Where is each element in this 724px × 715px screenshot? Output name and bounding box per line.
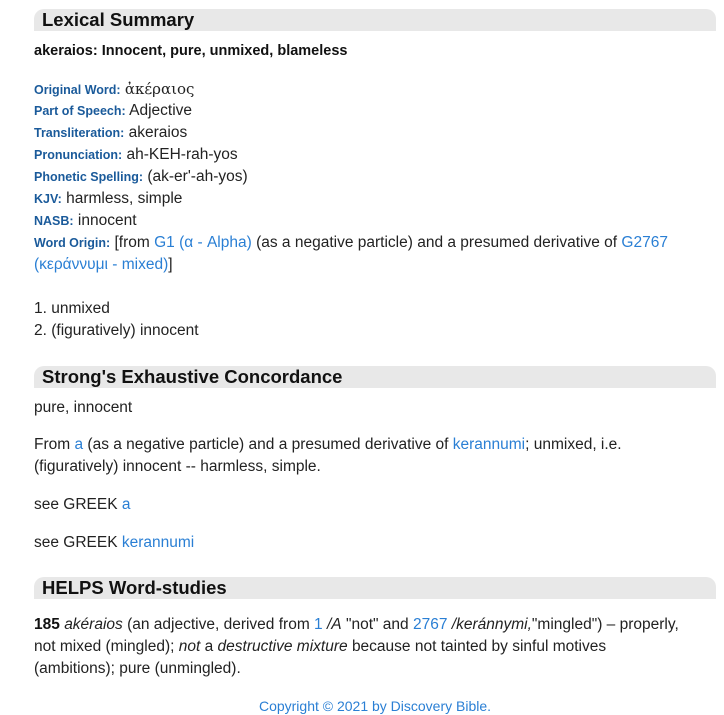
word-origin-text: [from xyxy=(114,234,150,251)
link-a[interactable]: a xyxy=(74,436,84,453)
link-kerannymi-mixed[interactable]: (κεράννυμι - mixed) xyxy=(34,256,169,273)
part-of-speech-value: Adjective xyxy=(129,102,193,119)
nasb-label: NASB: xyxy=(34,214,74,228)
copyright-link[interactable]: Copyright © 2021 by Discovery Bible. xyxy=(258,698,492,714)
definition-2: 2. (figuratively) innocent xyxy=(34,322,199,339)
helps-text: "not" and xyxy=(345,616,409,633)
helps-text: /keránnymi, xyxy=(451,616,532,633)
lexical-subtitle: akeraios: Innocent, pure, unmixed, blameless xyxy=(34,43,348,59)
strongs-text: From xyxy=(34,436,71,453)
definition-1: 1. unmixed xyxy=(34,300,110,317)
helps-text: "mingled") – properly, xyxy=(531,616,679,633)
kjv-value: harmless, simple xyxy=(66,190,183,207)
helps-word-studies-heading: HELPS Word-studies xyxy=(34,577,716,599)
word-origin-text: ] xyxy=(168,256,173,273)
phonetic-spelling-label: Phonetic Spelling: xyxy=(34,170,144,184)
helps-word: akéraios xyxy=(64,616,123,633)
pronunciation-value: ah-KEH-rah-yos xyxy=(126,146,238,163)
link-see-greek-kerannumi[interactable]: kerannumi xyxy=(121,534,195,551)
pronunciation-row xyxy=(34,144,238,166)
transliteration-label: Transliteration: xyxy=(34,126,125,140)
link-g1-alpha[interactable]: G1 (α - Alpha) xyxy=(154,234,252,251)
original-word-value: ἀκέραιος xyxy=(124,80,195,98)
helps-line3: (ambitions); pure (unmingled). xyxy=(34,660,241,677)
original-word-label: Original Word: xyxy=(34,83,121,97)
nasb-row xyxy=(34,210,137,232)
lexical-summary-heading: Lexical Summary xyxy=(34,9,716,31)
word-origin-row xyxy=(34,232,668,254)
word-origin-row-cont xyxy=(34,254,173,276)
see-greek-text: see GREEK xyxy=(34,534,118,551)
helps-text: a xyxy=(204,638,214,655)
link-see-greek-a[interactable]: a xyxy=(121,496,131,513)
phonetic-spelling-value: (ak-er'-ah-yos) xyxy=(147,168,248,185)
pronunciation-label: Pronunciation: xyxy=(34,148,123,162)
transliteration-value: akeraios xyxy=(128,124,188,141)
kjv-row xyxy=(34,188,182,210)
word-origin-text: (as a negative particle) and a presumed derivative of xyxy=(256,234,618,251)
link-kerannumi[interactable]: kerannumi xyxy=(452,436,526,453)
part-of-speech-label: Part of Speech: xyxy=(34,104,126,118)
phonetic-spelling-row xyxy=(34,166,248,188)
nasb-value: innocent xyxy=(77,212,137,229)
strongs-definition: pure, innocent xyxy=(34,399,133,416)
helps-strongs-number: 185 xyxy=(34,616,60,633)
helps-text: /A xyxy=(326,616,342,633)
link-1[interactable]: 1 xyxy=(314,616,323,633)
see-greek-kerannumi xyxy=(34,532,194,554)
link-2767[interactable]: 2767 xyxy=(413,616,448,633)
link-g2767[interactable]: G2767 xyxy=(621,234,668,251)
see-greek-text: see GREEK xyxy=(34,496,118,513)
kjv-label: KJV: xyxy=(34,192,62,206)
helps-text: destructive mixture xyxy=(217,638,348,655)
helps-line2 xyxy=(34,636,606,658)
transliteration-row xyxy=(34,122,187,144)
strongs-paragraph-line1 xyxy=(34,434,622,456)
original-word-row xyxy=(34,78,194,101)
strongs-text: (as a negative particle) and a presumed derivative of xyxy=(87,436,449,453)
helps-text: (an adjective, derived from xyxy=(127,616,310,633)
helps-text: not xyxy=(178,638,201,655)
helps-text: because not tainted by sinful motives xyxy=(351,638,607,655)
strongs-text: ; unmixed, i.e. xyxy=(525,436,622,453)
word-origin-label: Word Origin: xyxy=(34,236,111,250)
strongs-concordance-heading: Strong's Exhaustive Concordance xyxy=(34,366,716,388)
helps-text: not mixed (mingled); xyxy=(34,638,175,655)
part-of-speech-row xyxy=(34,100,192,122)
helps-line1 xyxy=(34,614,679,636)
see-greek-a xyxy=(34,494,131,516)
strongs-paragraph-line2: (figuratively) innocent -- harmless, simple. xyxy=(34,458,321,475)
